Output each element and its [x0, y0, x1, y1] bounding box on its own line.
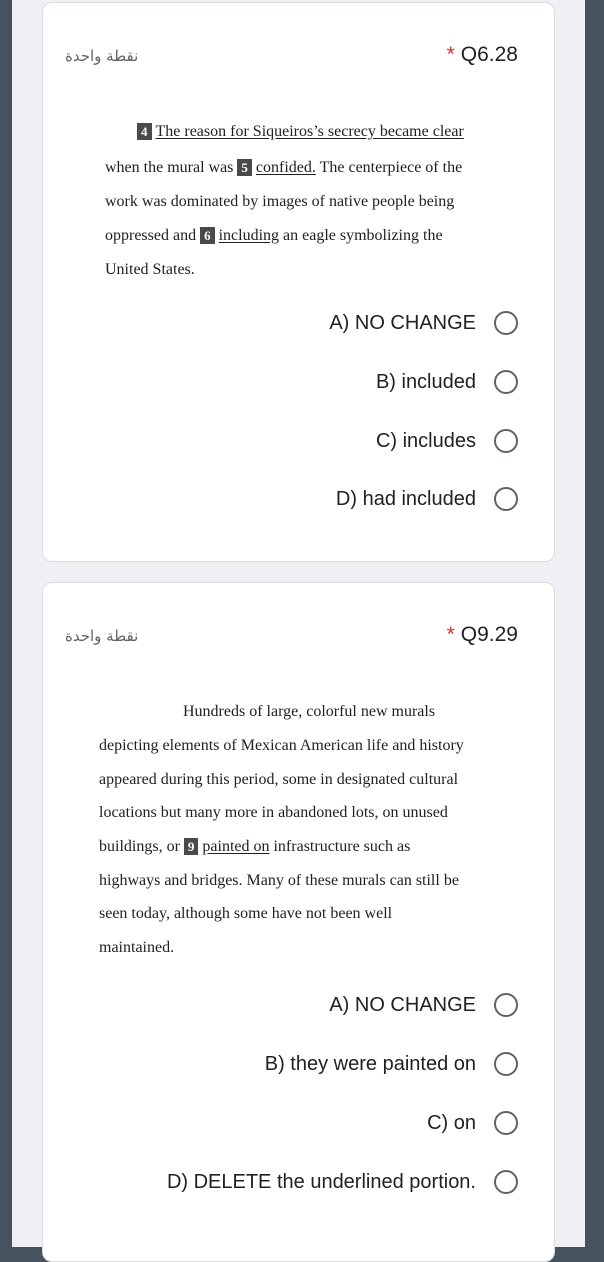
question-number-box: 4 [137, 123, 152, 140]
passage-line: when the mural was 5 confided. The centerpiece of the [105, 159, 463, 176]
option-label: D) had included [335, 487, 476, 510]
required-asterisk: * [446, 623, 455, 646]
question-number: Q9.29 [460, 623, 518, 646]
option-b[interactable] [265, 1052, 518, 1076]
option-label: B) they were painted on [264, 1052, 476, 1075]
passage-line: 4 The reason for Siqueiros’s secrecy became clear [137, 123, 464, 141]
radio-button[interactable] [494, 487, 518, 511]
option-label: D) DELETE the underlined portion. [166, 1170, 476, 1193]
question-number-box: 5 [237, 159, 252, 176]
radio-button[interactable] [494, 1111, 518, 1135]
passage-line: appeared during this period, some in designated cultural [99, 771, 459, 788]
question-number-box: 6 [200, 227, 215, 244]
option-label: A) NO CHANGE [329, 993, 476, 1016]
passage-line: locations but many more in abandoned lots, on unused [99, 804, 448, 821]
radio-button[interactable] [494, 311, 518, 335]
passage-line: United States. [105, 261, 195, 278]
option-d[interactable] [167, 1170, 518, 1194]
question-card-q9-29 [42, 582, 555, 1262]
option-c[interactable] [427, 1111, 518, 1135]
option-c[interactable] [376, 429, 518, 453]
passage-line: seen today, although some have not been well [99, 905, 393, 922]
option-d[interactable] [336, 487, 518, 511]
question-number: Q6.28 [460, 43, 518, 66]
form-page [12, 0, 585, 1247]
passage-line: oppressed and 6 including an eagle symbolizing the [105, 227, 443, 244]
points-label: نقطة واحدة [65, 47, 139, 65]
question-title [447, 623, 518, 647]
radio-button[interactable] [494, 1052, 518, 1076]
option-b[interactable] [376, 370, 518, 394]
passage-line: highways and bridges. Many of these murals can still be [99, 872, 459, 889]
points-label: نقطة واحدة [65, 627, 139, 645]
option-label: B) included [375, 370, 476, 393]
passage-line: work was dominated by images of native people being [105, 193, 455, 210]
question-title [447, 43, 518, 67]
passage-line: depicting elements of Mexican American life and history [99, 737, 464, 754]
radio-button[interactable] [494, 993, 518, 1017]
option-label: C) includes [375, 429, 476, 452]
question-number-box: 9 [184, 838, 199, 855]
radio-button[interactable] [494, 429, 518, 453]
option-a[interactable] [329, 311, 518, 335]
option-label: A) NO CHANGE [329, 311, 476, 334]
required-asterisk: * [446, 43, 455, 66]
option-a[interactable] [329, 993, 518, 1017]
question-card-q6-28 [42, 2, 555, 562]
passage-line: buildings, or 9 painted on infrastructure such as [99, 838, 411, 855]
radio-button[interactable] [494, 1170, 518, 1194]
passage-line: maintained. [99, 939, 175, 956]
option-label: C) on [427, 1111, 476, 1134]
radio-button[interactable] [494, 370, 518, 394]
passage-line: Hundreds of large, colorful new murals [183, 703, 436, 720]
